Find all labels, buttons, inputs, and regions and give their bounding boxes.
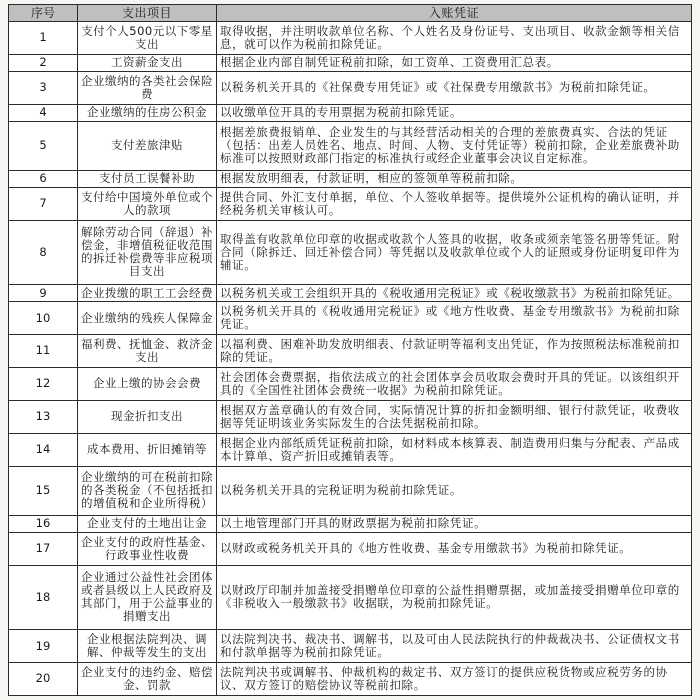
row-item: 工资薪金支出 xyxy=(78,54,217,71)
row-item: 企业缴纳的住房公积金 xyxy=(78,104,217,121)
row-item: 企业缴纳的残疾人保障金 xyxy=(78,302,217,335)
row-proof: 根据双方盖章确认的有效合同，实际情况计算的折扣金额明细、银行付款凭证，收费收据等凭证明该业务实际发生的合法凭据税前扣除。 xyxy=(217,400,692,433)
row-no: 20 xyxy=(9,662,78,695)
table-row xyxy=(9,22,692,55)
table-row xyxy=(9,367,692,400)
table-row xyxy=(9,285,692,302)
row-proof: 以收缴单位开具的专用票据为税前扣除凭证。 xyxy=(217,104,692,121)
header-proof: 入账凭证 xyxy=(217,5,692,22)
row-proof: 社会团体会费票据，指依法成立的社会团体享会员收取会费时开具的凭证。以该组织开具的《全国性社团体会费统一收据》为税前扣除凭证。 xyxy=(217,367,692,400)
row-proof: 根据企业内部纸质凭证税前扣除，如材料成本核算表、制造费用归集与分配表、产品成本计算单、资产折旧或摊销表等。 xyxy=(217,433,692,466)
table-header-row xyxy=(9,5,692,22)
row-no: 5 xyxy=(9,121,78,170)
row-item: 企业根据法院判决、调解、仲裁等发生的支出 xyxy=(78,630,217,663)
table-row xyxy=(9,170,692,187)
row-proof: 以财政厅印制并加盖接受捐赠单位印章的公益性捐赠票据，或加盖接受捐赠单位印章的《非税收入一般缴款书》收据联，为税前扣除凭证。 xyxy=(217,565,692,630)
table-row xyxy=(9,187,692,220)
header-item: 支出项目 xyxy=(78,5,217,22)
row-proof: 以财政或税务机关开具的《地方性收费、基金专用缴款书》为税前扣除凭证。 xyxy=(217,532,692,565)
row-item: 福利费、抚恤金、救济金支出 xyxy=(78,335,217,368)
row-no: 11 xyxy=(9,335,78,368)
expense-voucher-table xyxy=(8,4,692,696)
row-no: 10 xyxy=(9,302,78,335)
table-row xyxy=(9,515,692,532)
row-no: 15 xyxy=(9,466,78,515)
table-row xyxy=(9,54,692,71)
table-row xyxy=(9,400,692,433)
row-proof: 根据差旅费报销单、企业发生的与其经营活动相关的合理的差旅费真实、合法的凭证（包括：出差人员姓名、地点、时间、人物、支付凭证等）税前扣除，企业差旅费补助标准可以按照财政部门指定的标准执行或经企业董事会决议自定标准。 xyxy=(217,121,692,170)
row-item: 企业支付的政府性基金、行政事业性收费 xyxy=(78,532,217,565)
row-no: 9 xyxy=(9,285,78,302)
row-no: 13 xyxy=(9,400,78,433)
row-no: 17 xyxy=(9,532,78,565)
row-item: 企业支付的土地出让金 xyxy=(78,515,217,532)
row-no: 14 xyxy=(9,433,78,466)
row-no: 2 xyxy=(9,54,78,71)
row-proof: 提供合同、外汇支付单据，单位、个人签收单据等。提供境外公证机构的确认证明，并经税务机关审核认可。 xyxy=(217,187,692,220)
row-no: 7 xyxy=(9,187,78,220)
row-proof: 取得收据，并注明收款单位名称、个人姓名及身份证号、支出项目、收款金额等相关信息，就可以作为税前扣除凭证。 xyxy=(217,22,692,55)
row-proof: 以税务机关开具的完税证明为税前扣除凭证。 xyxy=(217,466,692,515)
row-item: 成本费用、折旧摊销等 xyxy=(78,433,217,466)
header-no: 序号 xyxy=(9,5,78,22)
table-row xyxy=(9,335,692,368)
row-item: 支付个人500元以下零星支出 xyxy=(78,22,217,55)
row-proof: 以税务机关开具的《社保费专用凭证》或《社保费专用缴款书》为税前扣除凭证。 xyxy=(217,71,692,104)
row-no: 19 xyxy=(9,630,78,663)
row-item: 企业通过公益性社会团体或者县级以上人民政府及其部门，用于公益事业的捐赠支出 xyxy=(78,565,217,630)
table-row xyxy=(9,71,692,104)
row-no: 16 xyxy=(9,515,78,532)
row-no: 1 xyxy=(9,22,78,55)
table-row xyxy=(9,121,692,170)
row-item: 支付差旅津贴 xyxy=(78,121,217,170)
row-proof: 法院判决书或调解书、仲裁机构的裁定书、双方签订的提供应税货物或应税劳务的协议、双方签订的赔偿协议等税前扣除。 xyxy=(217,662,692,695)
row-item: 企业缴纳的可在税前扣除的各类税金（不包括抵扣的增值税和企业所得税） xyxy=(78,466,217,515)
row-proof: 以土地管理部门开具的财政票据为税前扣除凭证。 xyxy=(217,515,692,532)
row-no: 3 xyxy=(9,71,78,104)
row-proof: 根据企业内部自制凭证税前扣除，如工资单、工资费用汇总表。 xyxy=(217,54,692,71)
row-proof: 以法院判决书、裁决书、调解书，以及可由人民法院执行的仲裁裁决书、公证债权文书和付款单据等为税前扣除凭证。 xyxy=(217,630,692,663)
row-proof: 以福利费、困难补助发放明细表、付款证明等福利支出凭证，作为按照税法标准税前扣除的凭证。 xyxy=(217,335,692,368)
table-row xyxy=(9,104,692,121)
table-row xyxy=(9,630,692,663)
row-proof: 以税务机关或工会组织开具的《税收通用完税证》或《税收缴款书》为税前扣除凭证。 xyxy=(217,285,692,302)
document-page xyxy=(8,4,692,696)
row-item: 企业拨缴的职工工会经费 xyxy=(78,285,217,302)
row-proof: 以税务机关开具的《税收通用完税证》或《地方性收费、基金专用缴款书》为税前扣除凭证。 xyxy=(217,302,692,335)
row-item: 企业支付的违约金、赔偿金、罚款 xyxy=(78,662,217,695)
row-item: 企业上缴的协会会费 xyxy=(78,367,217,400)
row-no: 6 xyxy=(9,170,78,187)
row-item: 现金折扣支出 xyxy=(78,400,217,433)
table-row xyxy=(9,565,692,630)
row-item: 企业缴纳的各类社会保险费 xyxy=(78,71,217,104)
table-row xyxy=(9,220,692,285)
row-item: 支付员工误餐补助 xyxy=(78,170,217,187)
row-no: 18 xyxy=(9,565,78,630)
row-proof: 取得盖有收款单位印章的收据或收款个人签具的收据，收条或须亲笔签名册等凭证。附合同（除拆迁、回迁补偿合同）等凭据以及收款单位或个人的证照或身份证明复印件为辅证。 xyxy=(217,220,692,285)
table-row xyxy=(9,532,692,565)
row-item: 解除劳动合同（辞退）补偿金，非增值税征收范围的拆迁补偿费等非应税项目支出 xyxy=(78,220,217,285)
table-row xyxy=(9,662,692,695)
row-no: 4 xyxy=(9,104,78,121)
row-proof: 根据发放明细表，付款证明，相应的签领单等税前扣除。 xyxy=(217,170,692,187)
row-item: 支付给中国境外单位或个人的款项 xyxy=(78,187,217,220)
row-no: 8 xyxy=(9,220,78,285)
table-row xyxy=(9,433,692,466)
table-row xyxy=(9,302,692,335)
table-row xyxy=(9,466,692,515)
row-no: 12 xyxy=(9,367,78,400)
